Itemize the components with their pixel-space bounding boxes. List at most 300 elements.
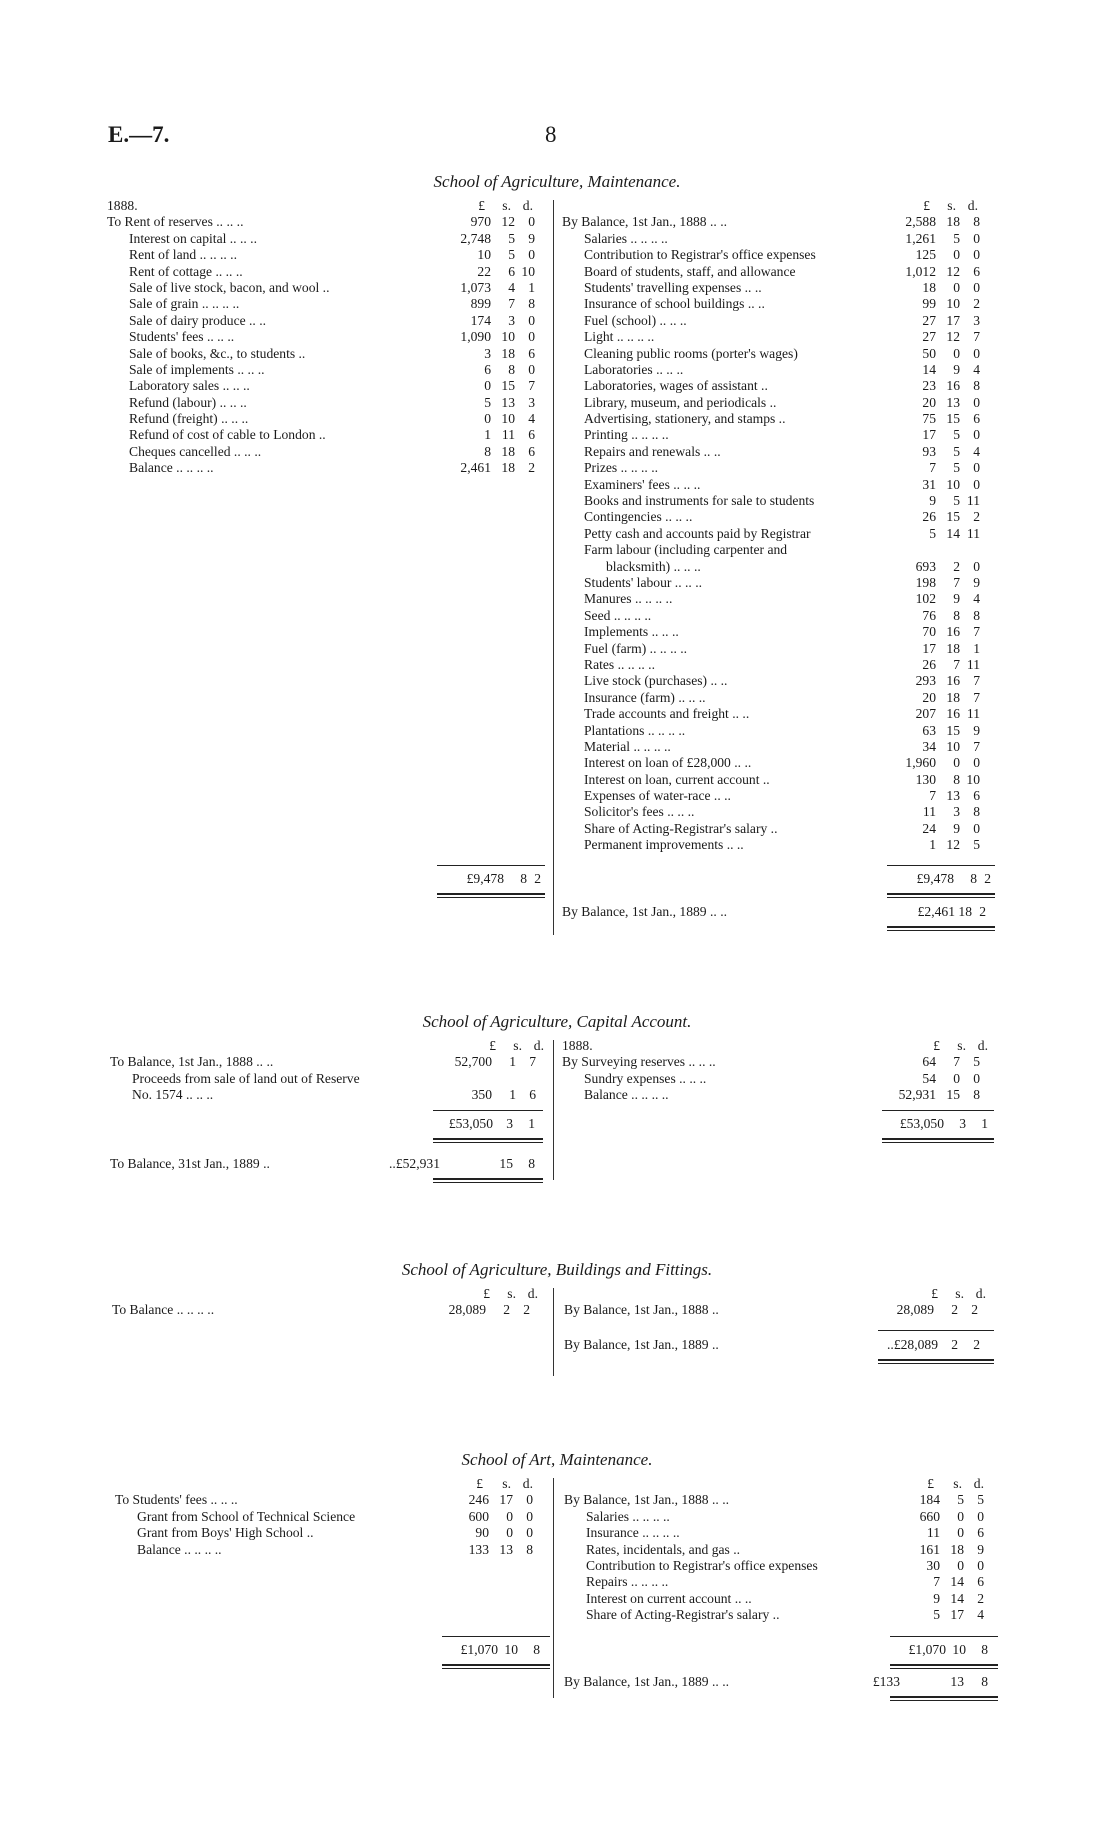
shillings-value: 0 (953, 247, 960, 263)
pence-value: 0 (973, 1070, 980, 1086)
left-entries (110, 1054, 550, 1103)
pence-value: 11 (966, 493, 980, 509)
entry-label: To Balance .. .. .. .. (112, 1302, 215, 1318)
entry-label: Grant from School of Technical Science (137, 1508, 356, 1524)
shillings-value: 7 (953, 574, 960, 590)
shillings-value: 14 (946, 525, 960, 541)
entry-label: Rates .. .. .. .. (584, 656, 655, 672)
pence-value: 0 (977, 1557, 984, 1573)
shillings-value: 18 (946, 640, 960, 656)
pounds-value: 5 (929, 525, 936, 541)
pounds-value: 64 (922, 1054, 936, 1070)
shillings-value: 0 (506, 1525, 513, 1541)
shillings-value: 17 (950, 1607, 964, 1623)
right-entries (562, 1054, 1002, 1103)
ledger-row (564, 1591, 1004, 1607)
pence-value: 6 (528, 345, 535, 361)
col-head-pence: d. (977, 1038, 988, 1053)
pounds-value: 693 (915, 558, 936, 574)
shillings-value: 5 (508, 247, 515, 263)
entry-label: Insurance .. .. .. .. (586, 1525, 680, 1541)
ledger-row (564, 1492, 1004, 1508)
col-head-pounds: £ (931, 1286, 938, 1301)
pence-value: 1 (973, 640, 980, 656)
entry-label: To Balance, 1st Jan., 1888 .. .. (110, 1054, 274, 1070)
pounds-value: 22 (477, 263, 491, 279)
entry-label: Interest on loan of £28,000 .. .. (584, 755, 752, 771)
pence-value: 8 (973, 607, 980, 623)
pence-value: 0 (973, 820, 980, 836)
total-rule-right (887, 865, 995, 866)
shillings-value: 1 (509, 1054, 516, 1070)
entry-label: Grant from Boys' High School .. (137, 1525, 314, 1541)
ledger-row (562, 395, 1002, 411)
ledger-row (564, 1542, 1004, 1558)
entry-label: Manures .. .. .. .. (584, 591, 673, 607)
pounds-value: 26 (922, 509, 936, 525)
right-total: £9,478 8 2 (916, 871, 991, 886)
shillings-value: 18 (946, 689, 960, 705)
pence-value: 3 (973, 312, 980, 328)
pence-value: 6 (977, 1525, 984, 1541)
pounds-value: 93 (922, 443, 936, 459)
shillings-value: 0 (953, 1070, 960, 1086)
entry-label: Library, museum, and periodicals .. (584, 394, 777, 410)
col-head-shillings: s. (955, 1286, 964, 1301)
double-rule-left (442, 1664, 550, 1669)
entry-label: Proceeds from sale of land out of Reserve (132, 1070, 360, 1086)
pence-value: 1 (528, 279, 535, 295)
pence-value: 6 (973, 411, 980, 427)
pounds-value: 660 (919, 1508, 940, 1524)
pounds-value: 54 (922, 1070, 936, 1086)
pence-value: 6 (529, 1087, 536, 1103)
ledger-row (115, 1492, 555, 1508)
pence-value: 7 (973, 673, 980, 689)
entry-label: To Students' fees .. .. .. (115, 1492, 238, 1508)
col-head-pounds: £ (478, 198, 485, 213)
pence-value: 8 (973, 378, 980, 394)
entry-label: By Surveying reserves .. .. .. (562, 1054, 716, 1070)
pence-value: 5 (977, 1492, 984, 1508)
shillings-value: 15 (946, 1087, 960, 1103)
pounds-value: 7 (929, 788, 936, 804)
shillings-value: 12 (946, 263, 960, 279)
ledger-row (562, 460, 1002, 476)
pence-value: 0 (973, 247, 980, 263)
entry-label: Students' labour .. .. .. (584, 574, 702, 590)
pence-value: 0 (973, 345, 980, 361)
ledger-row (107, 313, 547, 329)
entry-label: Sale of dairy produce .. .. (129, 312, 267, 328)
pounds-value: 63 (922, 722, 936, 738)
entry-label: Plantations .. .. .. .. (584, 722, 686, 738)
entry-label: Rates, incidentals, and gas .. (586, 1541, 741, 1557)
entry-label: Board of students, staff, and allowance (584, 263, 796, 279)
col-head-shillings: s. (513, 1038, 522, 1053)
entry-label: Laboratories, wages of assistant .. (584, 378, 768, 394)
entry-label: Farm labour (including carpenter and (584, 542, 788, 558)
shillings-value: 15 (501, 378, 515, 394)
total-rule-right (890, 1636, 998, 1637)
ledger-row (562, 296, 1002, 312)
pence-value: 11 (966, 656, 980, 672)
carried-balance-right: By Balance, 1st Jan., 1889 .. ..£28,089 2 2 (564, 1337, 980, 1352)
entry-label: Books and instruments for sale to students (584, 493, 815, 509)
right-total: £53,050 3 1 (899, 1116, 988, 1131)
entry-label: Rent of cottage .. .. .. (129, 263, 243, 279)
shillings-value: 10 (946, 738, 960, 754)
pence-value: 0 (528, 214, 535, 230)
total-rule-left (442, 1636, 550, 1637)
total-rule-left (437, 865, 545, 866)
pence-value: 2 (971, 1302, 978, 1318)
entry-label: Repairs .. .. .. .. (586, 1574, 669, 1590)
entry-label: blacksmith) .. .. .. (606, 558, 701, 574)
pence-value: 2 (528, 460, 535, 476)
shillings-value: 0 (957, 1557, 964, 1573)
pounds-value: 2,748 (460, 230, 491, 246)
pence-value: 8 (528, 296, 535, 312)
double-rule-right-final (887, 926, 995, 931)
entry-label: Permanent improvements .. .. (584, 837, 744, 853)
pence-value: 0 (528, 329, 535, 345)
carried-balance-right: By Balance, 1st Jan., 1889 .. .. £2,461 18 2 (562, 904, 986, 919)
entry-label: Balance .. .. .. .. (137, 1541, 222, 1557)
pence-value: 0 (973, 279, 980, 295)
ledger-row (562, 706, 1002, 722)
ledger-row (562, 608, 1002, 624)
shillings-value: 18 (946, 214, 960, 230)
shillings-value: 6 (508, 263, 515, 279)
pounds-value: 1,090 (460, 329, 491, 345)
col-head-shillings: s. (947, 198, 956, 213)
col-head-shillings: s. (507, 1286, 516, 1301)
shillings-value: 10 (946, 296, 960, 312)
pence-value: 6 (528, 443, 535, 459)
ledger-row (562, 1054, 1002, 1070)
carried-balance-left: To Balance, 31st Jan., 1889 .. ..£52,931 15 8 (110, 1156, 535, 1171)
ledger-row (112, 1302, 552, 1318)
pence-value: 9 (977, 1541, 984, 1557)
ledger-row (564, 1302, 1004, 1318)
pounds-value: 1,261 (905, 230, 936, 246)
ledger-row (562, 493, 1002, 509)
shillings-value: 5 (953, 493, 960, 509)
pounds-value: 9 (929, 493, 936, 509)
pounds-value: 207 (915, 706, 936, 722)
section-title-agriculture-buildings: School of Agriculture, Buildings and Fittings. (401, 1260, 713, 1279)
pounds-value: 1 (484, 427, 491, 443)
pounds-value: 26 (922, 656, 936, 672)
ledger-row (562, 362, 1002, 378)
pounds-value: 75 (922, 411, 936, 427)
ledger-row (562, 247, 1002, 263)
pence-value: 8 (973, 804, 980, 820)
ledger-row (564, 1558, 1004, 1574)
shillings-value: 18 (501, 460, 515, 476)
entry-label: Students' fees .. .. .. (129, 329, 235, 345)
pence-value: 5 (973, 837, 980, 853)
ledger-row (562, 280, 1002, 296)
ledger-row (562, 346, 1002, 362)
shillings-value: 7 (508, 296, 515, 312)
entry-label: Printing .. .. .. .. (584, 427, 669, 443)
left-total: £1,070 10 8 (460, 1642, 540, 1657)
shillings-value: 0 (953, 279, 960, 295)
entry-label: Sale of live stock, bacon, and wool .. (129, 279, 330, 295)
pence-value: 5 (973, 1054, 980, 1070)
shillings-value: 10 (501, 411, 515, 427)
entry-label: Material .. .. .. .. (584, 738, 671, 754)
ledger-row (562, 329, 1002, 345)
entry-label: Seed .. .. .. .. (584, 607, 652, 623)
pence-value: 0 (973, 230, 980, 246)
pence-value: 4 (977, 1607, 984, 1623)
double-rule-right (882, 1138, 994, 1143)
col-head-pounds: £ (476, 1476, 483, 1491)
ledger-row (562, 804, 1002, 820)
ledger-row (107, 378, 547, 394)
right-entries (564, 1302, 1004, 1318)
double-rule-right (887, 893, 995, 898)
pounds-value: 76 (922, 607, 936, 623)
carried-balance-right: By Balance, 1st Jan., 1889 .. .. £133 13 8 (564, 1674, 988, 1689)
col-head-pence: d. (975, 1286, 986, 1301)
ledger-row (562, 477, 1002, 493)
ledger-row (115, 1525, 555, 1541)
shillings-value: 17 (946, 312, 960, 328)
left-entries (107, 214, 547, 476)
entry-label: Light .. .. .. .. (584, 329, 655, 345)
shillings-value: 7 (953, 1054, 960, 1070)
shillings-value: 10 (501, 329, 515, 345)
pounds-value: 125 (915, 247, 936, 263)
pence-value: 7 (973, 624, 980, 640)
shillings-value: 8 (508, 361, 515, 377)
shillings-value: 5 (953, 443, 960, 459)
pounds-value: 130 (915, 771, 936, 787)
ledger-row (562, 542, 1002, 558)
ledger-row (562, 1071, 1002, 1087)
shillings-value: 0 (506, 1508, 513, 1524)
pence-value: 3 (528, 394, 535, 410)
ledger-row (562, 837, 1002, 853)
ledger-row (110, 1071, 550, 1087)
right-total: £1,070 10 8 (908, 1642, 988, 1657)
entry-label: Fuel (farm) .. .. .. .. (584, 640, 688, 656)
pounds-value: 5 (484, 394, 491, 410)
shillings-value: 18 (501, 345, 515, 361)
entry-label: Trade accounts and freight .. .. (584, 706, 750, 722)
shillings-value: 13 (946, 788, 960, 804)
shillings-value: 9 (953, 820, 960, 836)
pence-value: 2 (973, 509, 980, 525)
shillings-value: 14 (950, 1590, 964, 1606)
col-head-pence: d. (527, 1286, 538, 1301)
ledger-row (110, 1054, 550, 1070)
pence-value: 0 (973, 427, 980, 443)
pounds-value: 34 (922, 738, 936, 754)
shillings-value: 14 (950, 1574, 964, 1590)
ledger-row (562, 509, 1002, 525)
pence-value: 7 (973, 689, 980, 705)
right-year: 1888. (562, 1038, 593, 1053)
left-entries (112, 1302, 552, 1318)
page-number: 8 (545, 122, 557, 147)
shillings-value: 0 (957, 1508, 964, 1524)
pounds-value: 899 (470, 296, 491, 312)
pounds-value: 90 (475, 1525, 489, 1541)
double-rule-left-final (433, 1178, 543, 1183)
pounds-value: 0 (484, 411, 491, 427)
ledger-row (562, 673, 1002, 689)
section-title-art-maintenance: School of Art, Maintenance. (461, 1450, 653, 1469)
pounds-value: 3 (484, 345, 491, 361)
pounds-value: 1,960 (905, 755, 936, 771)
shillings-value: 9 (953, 361, 960, 377)
pence-value: 6 (528, 427, 535, 443)
ledger-row (562, 690, 1002, 706)
right-entries (562, 214, 1002, 853)
col-head-shillings: s. (502, 1476, 511, 1491)
pounds-value: 10 (477, 247, 491, 263)
pence-value: 7 (529, 1054, 536, 1070)
ledger-row (562, 411, 1002, 427)
ledger-row (562, 526, 1002, 542)
entry-label: Repairs and renewals .. .. (584, 443, 721, 459)
pounds-value: 11 (926, 1525, 940, 1541)
shillings-value: 0 (953, 345, 960, 361)
pounds-value: 174 (470, 312, 491, 328)
pence-value: 4 (973, 443, 980, 459)
pence-value: 9 (973, 722, 980, 738)
pence-value: 2 (977, 1590, 984, 1606)
pence-value: 4 (973, 361, 980, 377)
shillings-value: 1 (509, 1087, 516, 1103)
pence-value: 6 (973, 263, 980, 279)
col-head-pence: d. (522, 198, 533, 213)
pence-value: 4 (973, 591, 980, 607)
entry-label: Contribution to Registrar's office expenses (584, 247, 816, 263)
ledger-row (562, 772, 1002, 788)
entry-label: Cleaning public rooms (porter's wages) (584, 345, 798, 361)
total-rule-right (878, 1330, 994, 1331)
pounds-value: 30 (926, 1557, 940, 1573)
shillings-value: 0 (953, 755, 960, 771)
double-rule-right (890, 1664, 998, 1669)
document-reference: E.—7. (108, 122, 170, 147)
pence-value: 7 (528, 378, 535, 394)
pence-value: 7 (973, 738, 980, 754)
shillings-value: 16 (946, 624, 960, 640)
shillings-value: 11 (501, 427, 515, 443)
pence-value: 6 (973, 788, 980, 804)
shillings-value: 12 (946, 329, 960, 345)
shillings-value: 8 (953, 607, 960, 623)
entry-label: Petty cash and accounts paid by Registrar (584, 525, 811, 541)
entry-label: Insurance of school buildings .. .. (584, 296, 765, 312)
pence-value: 0 (977, 1508, 984, 1524)
shillings-value: 16 (946, 673, 960, 689)
ledger-row (107, 296, 547, 312)
pence-value: 0 (973, 755, 980, 771)
ledger-row (107, 280, 547, 296)
col-head-pence: d. (967, 198, 978, 213)
pence-value: 7 (973, 329, 980, 345)
pence-value: 9 (528, 230, 535, 246)
entry-label: By Balance, 1st Jan., 1888 .. (564, 1302, 719, 1318)
entry-label: Refund (freight) .. .. .. (129, 411, 249, 427)
column-divider (553, 1288, 554, 1376)
entry-label: Salaries .. .. .. .. (584, 230, 668, 246)
entry-label: Salaries .. .. .. .. (586, 1508, 670, 1524)
ledger-row (562, 444, 1002, 460)
pounds-value: 17 (922, 427, 936, 443)
pounds-value: 20 (922, 394, 936, 410)
shillings-value: 3 (508, 312, 515, 328)
ledger-row (562, 214, 1002, 230)
ledger-row (562, 755, 1002, 771)
entry-label: Students' travelling expenses .. .. (584, 279, 762, 295)
shillings-value: 4 (508, 279, 515, 295)
ledger-row (107, 411, 547, 427)
entry-label: Interest on capital .. .. .. (129, 230, 257, 246)
ledger-row (107, 460, 547, 476)
entry-label: Examiners' fees .. .. .. (584, 476, 701, 492)
pounds-value: 161 (919, 1541, 940, 1557)
entry-label: Share of Acting-Registrar's salary .. (584, 820, 778, 836)
col-head-pounds: £ (489, 1038, 496, 1053)
ledger-row (562, 1087, 1002, 1103)
entry-label: Insurance (farm) .. .. .. (584, 689, 706, 705)
entry-label: Rent of land .. .. .. .. (129, 247, 237, 263)
pounds-value: 970 (470, 214, 491, 230)
left-entries (115, 1492, 555, 1558)
entry-label: To Rent of reserves .. .. .. (107, 214, 244, 230)
entry-label: Refund of cost of cable to London .. (129, 427, 326, 443)
entry-label: Balance .. .. .. .. (129, 460, 214, 476)
shillings-value: 18 (950, 1541, 964, 1557)
entry-label: Prizes .. .. .. .. (584, 460, 659, 476)
pence-value: 2 (523, 1302, 530, 1318)
pence-value: 8 (973, 1087, 980, 1103)
total-rule-right (882, 1110, 994, 1111)
entry-label: Refund (labour) .. .. .. (129, 394, 247, 410)
entry-label: Contribution to Registrar's office expenses (586, 1557, 818, 1573)
entry-label: Laboratories .. .. .. (584, 361, 684, 377)
pence-value: 0 (973, 558, 980, 574)
ledger-row (107, 444, 547, 460)
entry-label: Solicitor's fees .. .. .. (584, 804, 695, 820)
pounds-value: 24 (922, 820, 936, 836)
column-divider (553, 1478, 554, 1698)
shillings-value: 2 (503, 1302, 510, 1318)
ledger-row (107, 231, 547, 247)
ledger-row (562, 427, 1002, 443)
double-rule-right-final (890, 1696, 998, 1701)
ledger-row (562, 739, 1002, 755)
ledger-row (115, 1509, 555, 1525)
col-head-pounds: £ (927, 1476, 934, 1491)
shillings-value: 15 (946, 411, 960, 427)
ledger-row (107, 264, 547, 280)
entry-label: Interest on current account .. .. (586, 1590, 752, 1606)
left-total: £53,050 3 1 (448, 1116, 535, 1131)
ledger-row (562, 264, 1002, 280)
pounds-value: 11 (922, 804, 936, 820)
shillings-value: 0 (957, 1525, 964, 1541)
